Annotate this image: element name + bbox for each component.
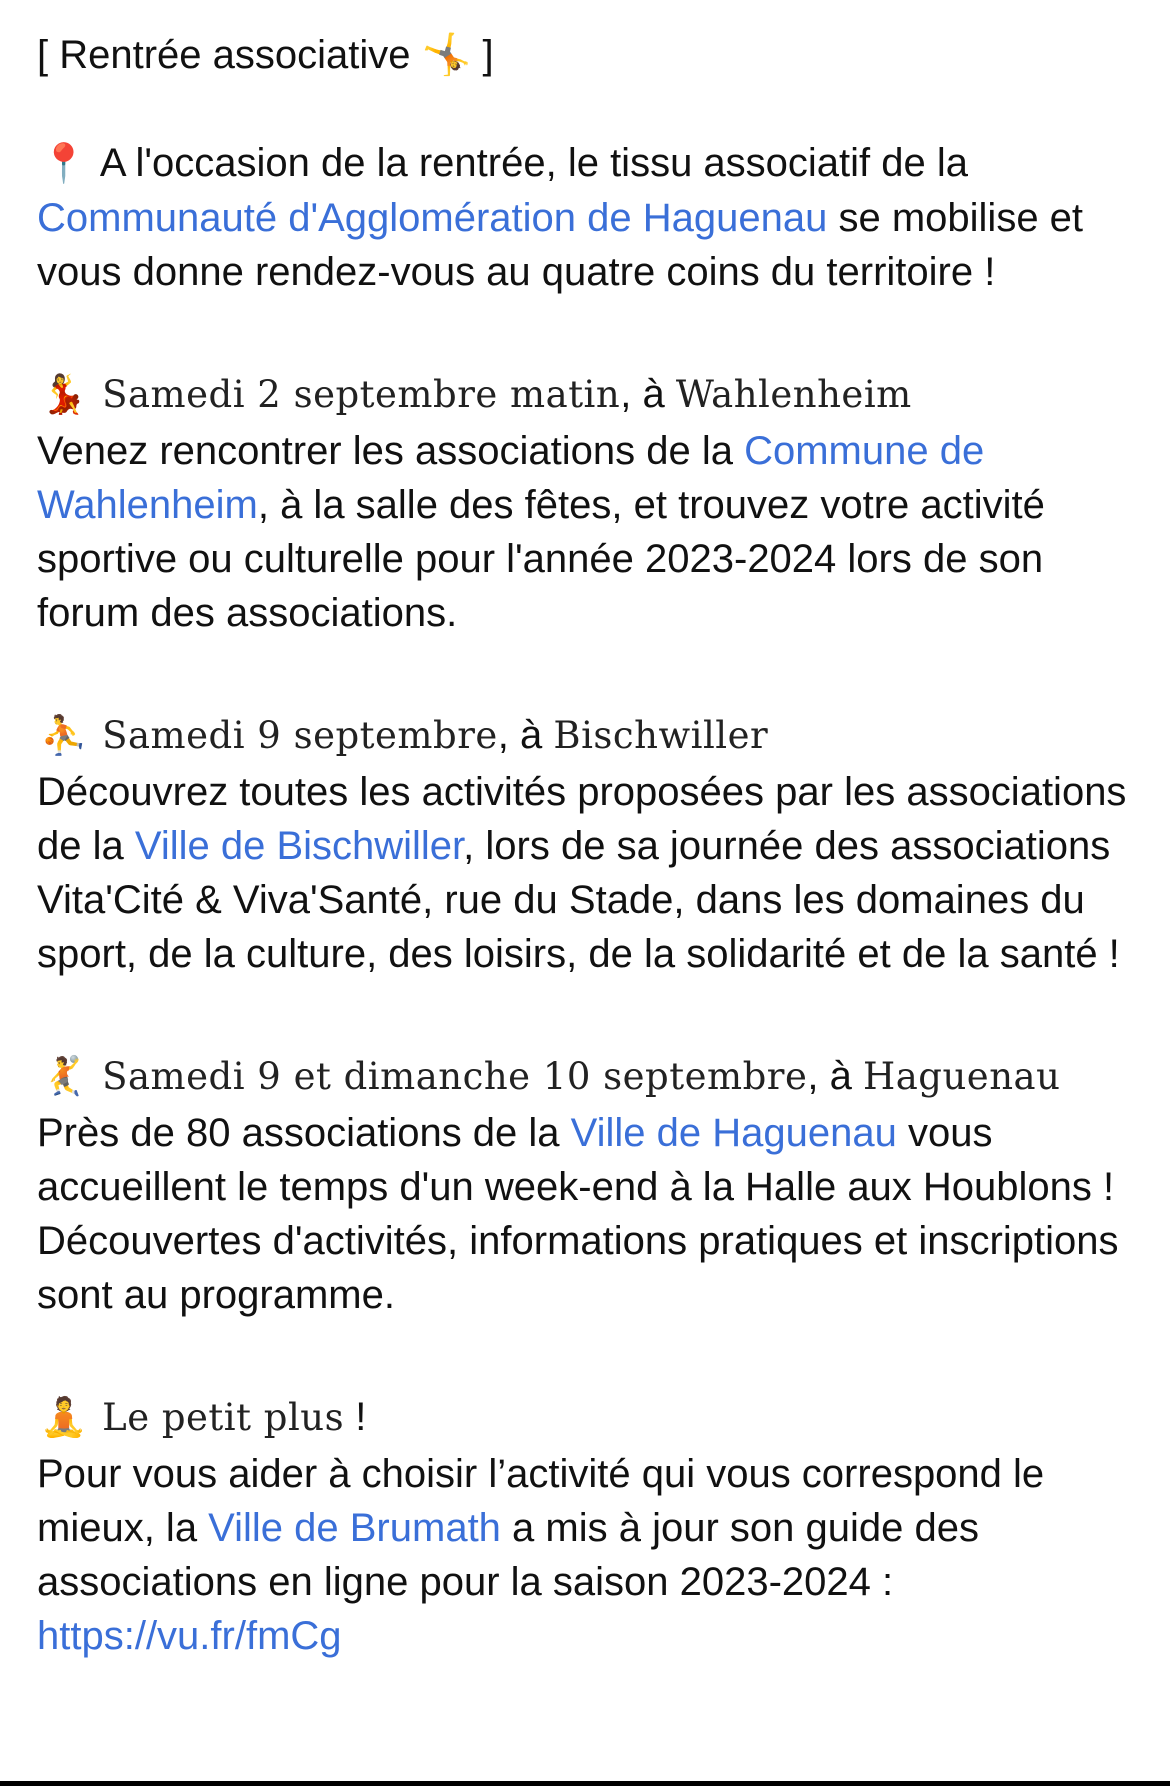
guide-url-link[interactable]: https://vu.fr/fmCg [37, 1614, 342, 1658]
link-ville-haguenau[interactable]: Ville de Haguenau [570, 1111, 897, 1155]
event-3-heading: 🤾 Samedi 9 et dimanche 10 septembre, à Haguenau [37, 1046, 1137, 1106]
link-ville-brumath[interactable]: Ville de Brumath [208, 1506, 501, 1550]
post-title: [ Rentrée associative 🤸 ] [37, 33, 494, 77]
pin-icon: 📍 [40, 143, 88, 185]
link-communaute-agglomeration[interactable]: Communauté d'Agglomération de Haguenau [37, 196, 828, 240]
basketball-player-icon: ⛹ [40, 715, 88, 757]
meditation-icon: 🧘 [40, 1397, 88, 1439]
dancer-icon: 💃 [40, 374, 88, 416]
link-ville-bischwiller[interactable]: Ville de Bischwiller [134, 824, 464, 868]
bonus-heading: 🧘 Le petit plus ! [37, 1387, 1137, 1447]
event-3-text: Près de 80 associations de la Ville de Haguenau vous accueillent le temps d'un week-end à la Halle aux Houblons ! Découvertes d'activités, informations pratiques et inscriptions sont au programme. [37, 1111, 1119, 1317]
handball-player-icon: 🤾 [40, 1056, 88, 1098]
bottom-divider [0, 1781, 1170, 1786]
post-body [37, 28, 1137, 1663]
bonus-text: Pour vous aider à choisir l’activité qui vous correspond le mieux, la Ville de Brumath a mis à jour son guide des associations en ligne pour la saison 2023-2024 : https://vu.fr/fmCg [37, 1452, 1045, 1658]
event-1-text: Venez rencontrer les associations de la Commune de Wahlenheim, à la salle des fêtes, et trouvez votre activité sportive ou culturelle pour l'année 2023-2024 lors de son forum des associations. [37, 429, 1045, 635]
intro-paragraph: 📍 A l'occasion de la rentrée, le tissu associatif de la Communauté d'Agglomération de Haguenau se mobilise et vous donne rendez-vous au quatre coins du territoire ! [37, 136, 1137, 299]
link-commune-wahlenheim[interactable]: Commune de Wahlenheim [37, 429, 985, 527]
event-1-heading: 💃 Samedi 2 septembre matin, à Wahlenheim [37, 364, 1137, 424]
event-2-text: Découvrez toutes les activités proposées par les associations de la Ville de Bischwiller, lors de sa journée des associations Vita'Cité & Viva'Santé, rue du Stade, dans les domaines du sport, de la culture, des loisirs, de la solidarité et de la santé ! [37, 770, 1127, 976]
event-2-heading: ⛹ Samedi 9 septembre, à Bischwiller [37, 705, 1137, 765]
